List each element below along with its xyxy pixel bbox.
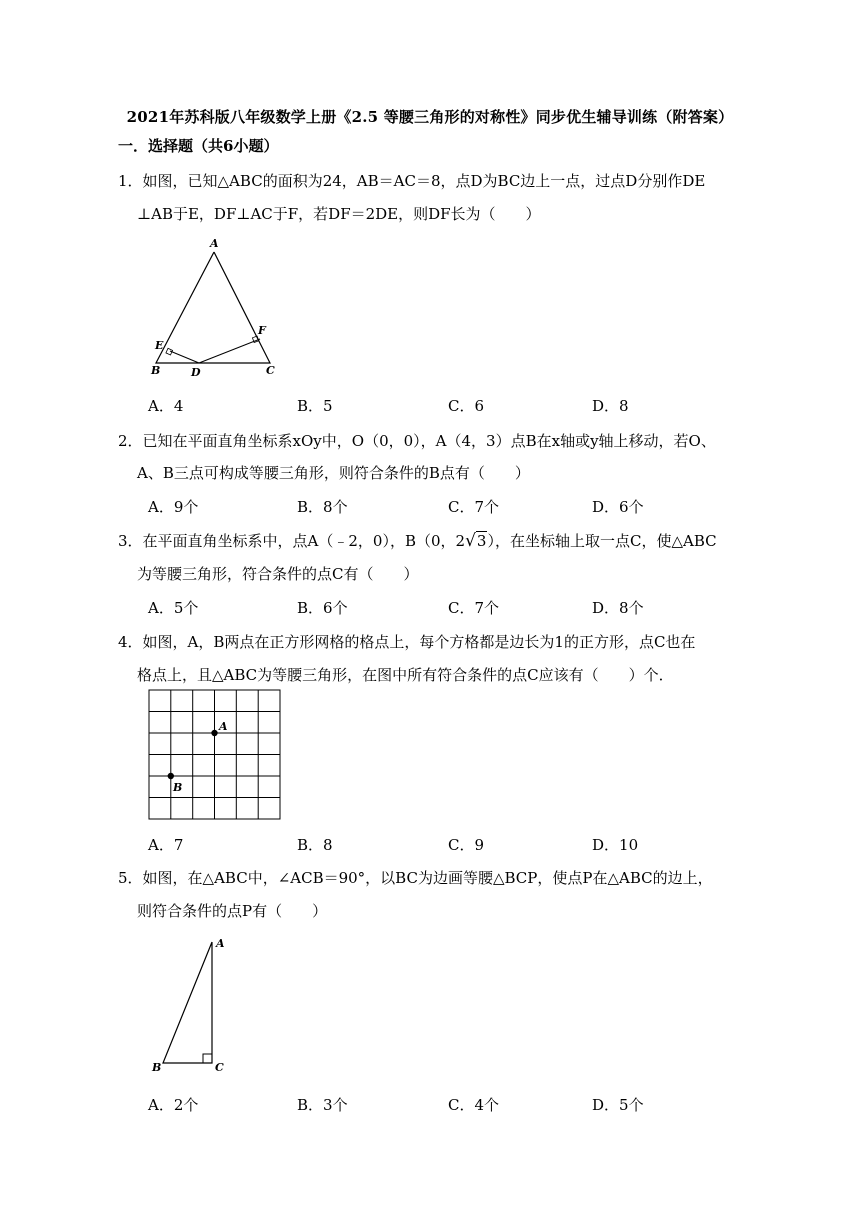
sqrt-symbol: √ [465,531,476,551]
option-b: B．3个 [297,1096,348,1114]
point-a-dot [211,730,217,736]
question-5-line-1: 5．如图，在△ABC中，∠ACB＝90°，以BC为边画等腰△BCP，使点P在△ABC的边上， [118,869,713,887]
option-d: D．8个 [592,599,644,617]
point-b-dot [168,773,174,779]
figure-1-label-c: C [266,364,275,377]
option-b: B．5 [297,397,333,415]
option-c: C．9 [448,836,485,854]
option-a: A．4 [148,397,184,415]
question-5-options [148,1094,748,1114]
question-2-line-2: A、B三点可构成等腰三角形，则符合条件的B点有（ ） [137,464,530,482]
question-4-options [148,834,748,854]
question-1-line-1: 1．如图，已知△ABC的面积为24，AB＝AC＝8，点D为BC边上一点，过点D分别作DE [118,172,706,190]
section-heading: 一．选择题（共6小题） [118,137,279,155]
figure-4-label-a: A [219,720,228,733]
question-3-line-1 [118,530,717,551]
question-4-line-1: 4．如图，A，B两点在正方形网格的格点上，每个方格都是边长为1的正方形，点C也在 [118,633,696,651]
figure-1-label-f: F [258,324,266,337]
option-d: D．8 [592,397,629,415]
option-c: C．7个 [448,599,500,617]
question-2-options [148,496,748,516]
option-b: B．8个 [297,498,348,516]
figure-1-label-b: B [151,364,161,377]
option-c: C．7个 [448,498,500,516]
question-2-line-1: 2．已知在平面直角坐标系xOy中，O（0，0），A（4，3）点B在x轴或y轴上移动，若O、 [118,432,716,450]
figure-4-label-b: B [173,781,183,794]
figure-5-label-a: A [216,937,225,950]
figure-5-label-c: C [215,1061,224,1074]
figure-1-label-a: A [210,237,219,250]
option-c: C．6 [448,397,485,415]
option-d: D．6个 [592,498,644,516]
option-a: A．5个 [148,599,199,617]
question-5-right-triangle-figure [148,932,238,1077]
question-3-options [148,597,748,617]
option-d: D．10 [592,836,639,854]
option-c: C．4个 [448,1096,500,1114]
question-4-grid-figure [148,689,282,821]
option-d: D．5个 [592,1096,644,1114]
question-3-line-1-end: ），在坐标轴上取一点C，使△ABC [487,532,717,550]
sqrt-radicand: 3 [476,532,487,550]
question-5-line-2: 则符合条件的点P有（ ） [137,902,328,920]
figure-5-label-b: B [152,1061,162,1074]
document-title: 2021年苏科版八年级数学上册《2.5 等腰三角形的对称性》同步优生辅导训练（附答案） [126,108,734,126]
figure-1-label-e: E [155,339,164,352]
option-b: B．6个 [297,599,348,617]
figure-1-label-d: D [191,366,201,377]
option-b: B．8 [297,836,333,854]
option-a: A．2个 [148,1096,199,1114]
question-3-line-1-start: 3．在平面直角坐标系中，点A（﹣2，0），B（0，2 [118,532,466,550]
question-1-triangle-figure [140,232,300,377]
question-1-line-2: ⊥AB于E，DF⊥AC于F，若DF＝2DE，则DF长为（ ） [137,205,541,223]
option-a: A．9个 [148,498,199,516]
question-1-options [148,395,748,415]
question-3-line-2: 为等腰三角形，符合条件的点C有（ ） [137,565,419,583]
option-a: A．7 [148,836,184,854]
question-4-line-2: 格点上，且△ABC为等腰三角形，在图中所有符合条件的点C应该有（ ）个． [137,666,674,684]
